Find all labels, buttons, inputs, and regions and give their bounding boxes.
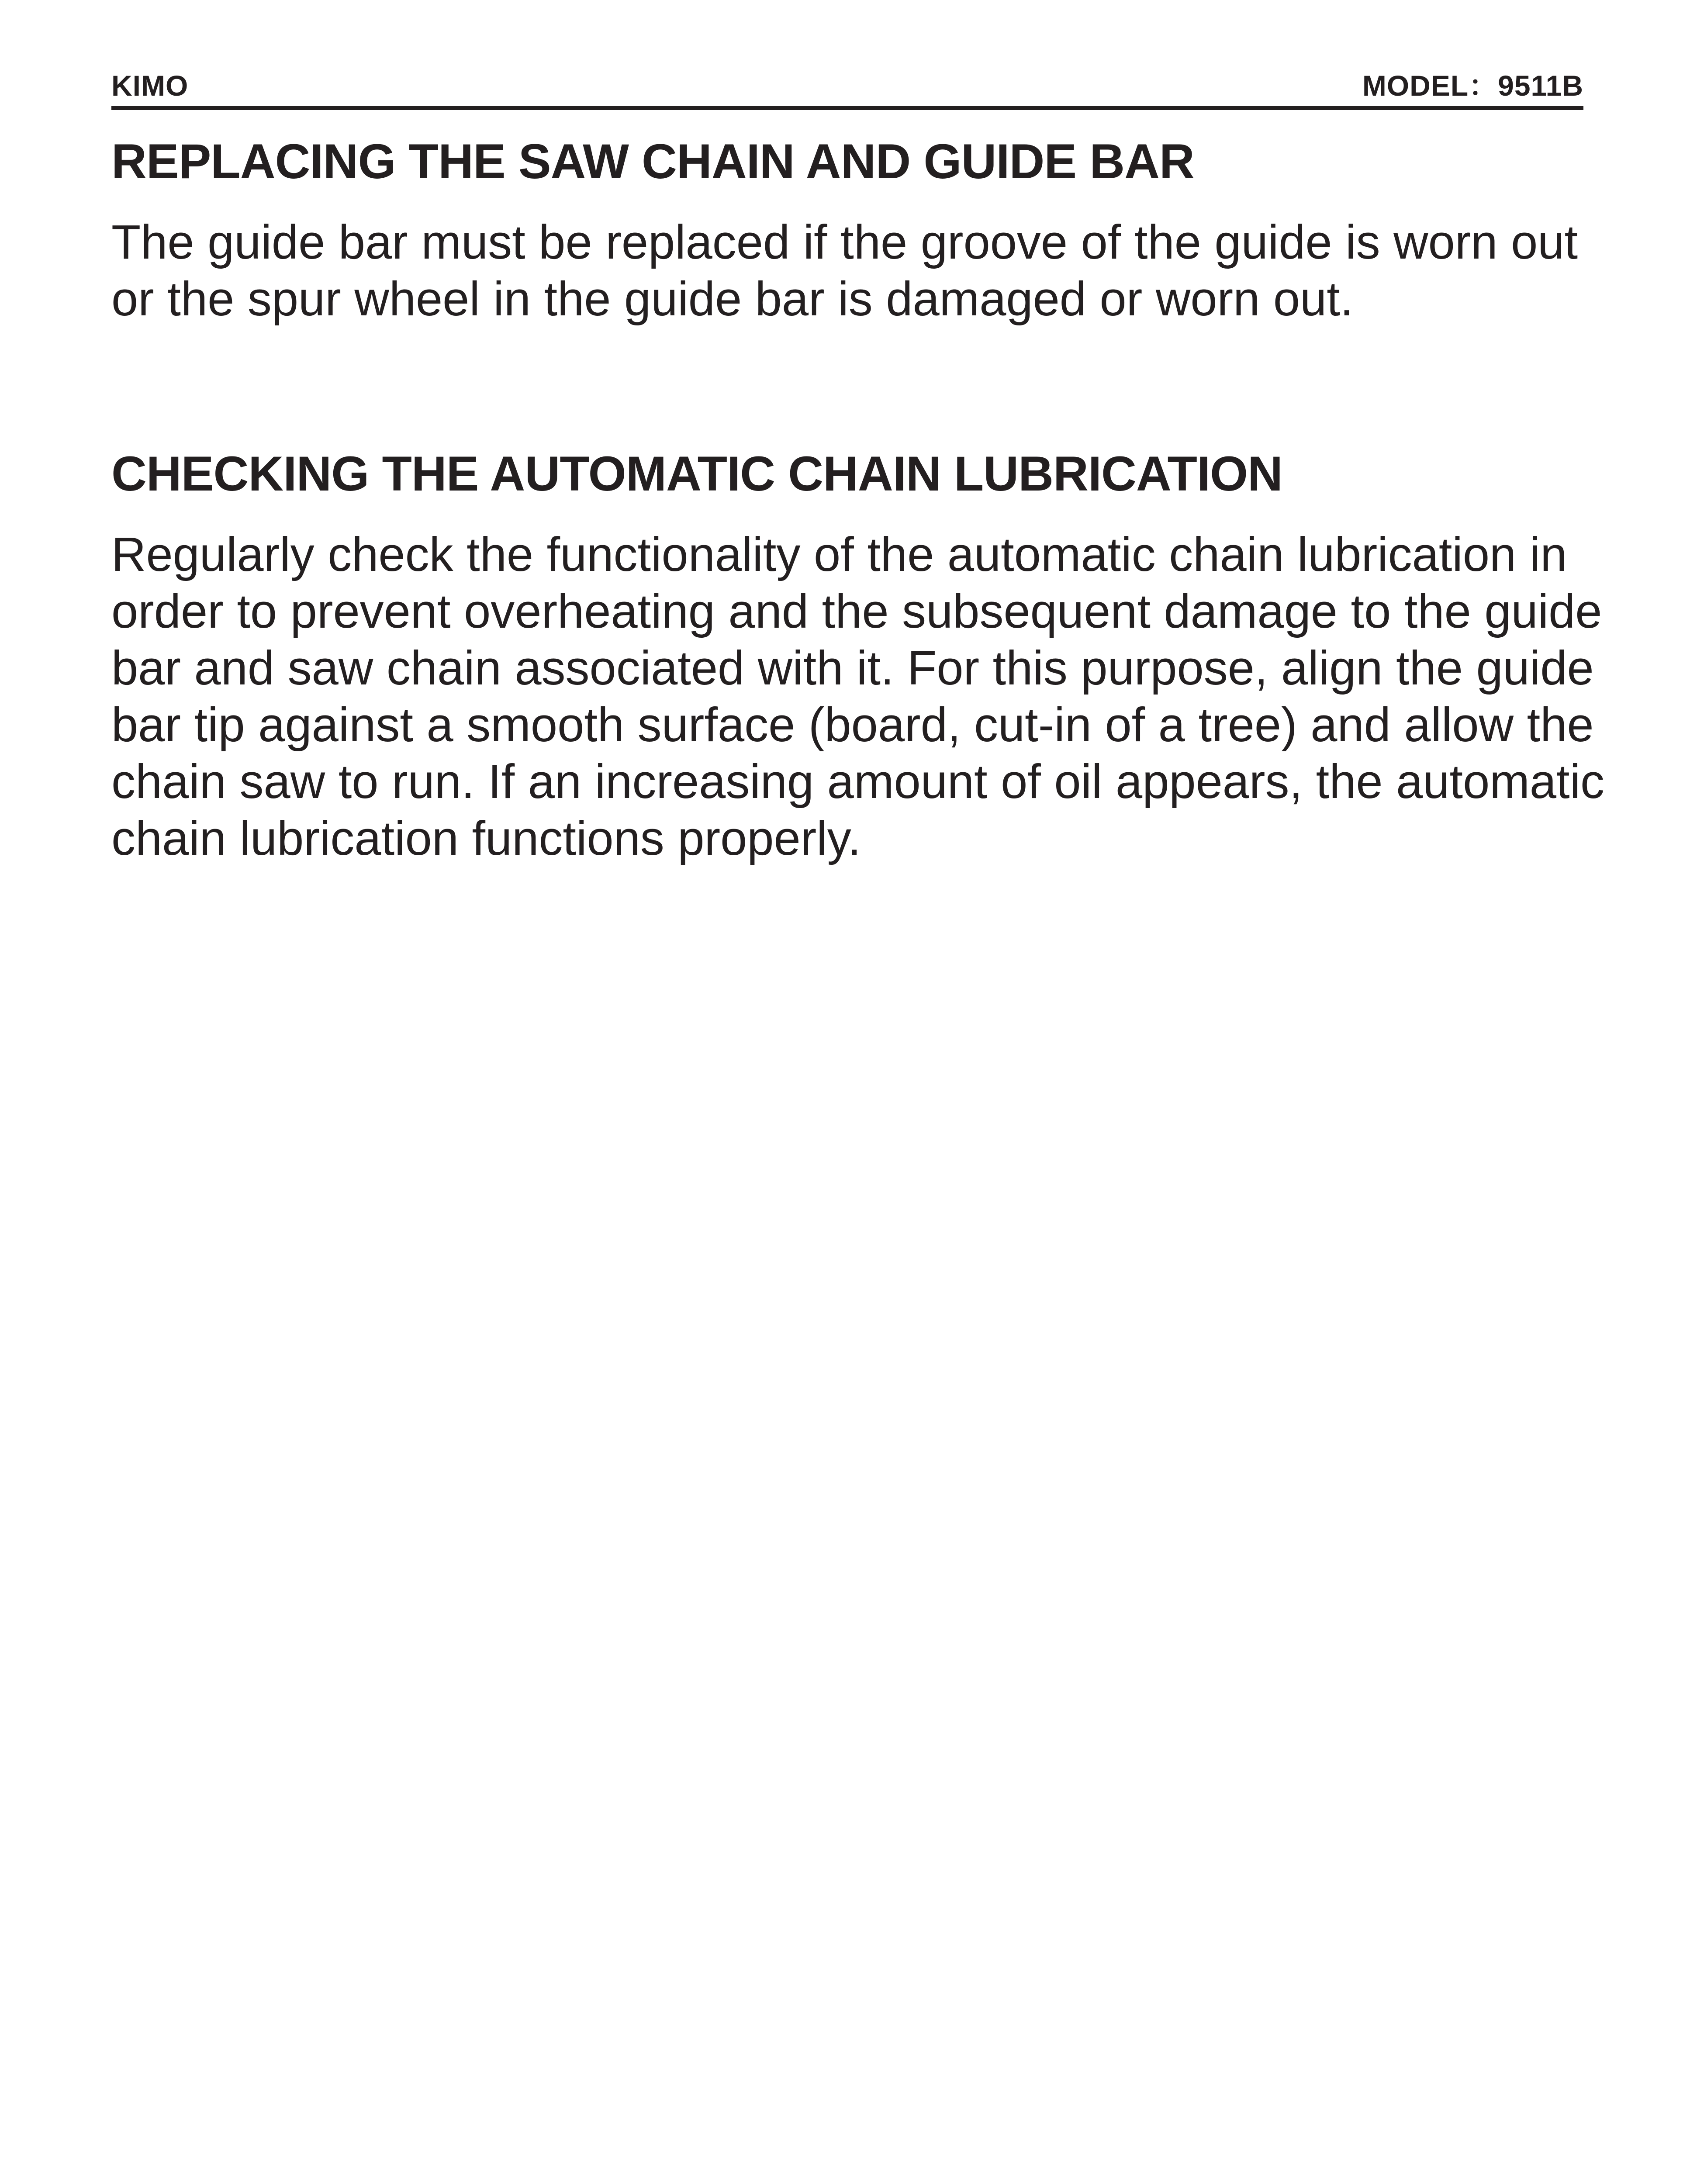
body-line: bar and saw chain associated with it. For this purpose, align the guide [111,641,1594,695]
section-body-chain-lubrication [111,526,1605,867]
body-line: Regularly check the functionality of the automatic chain lubrication in [111,528,1567,581]
body-line: or the spur wheel in the guide bar is damaged or worn out. [111,272,1354,326]
section-title-replacing-chain: REPLACING THE SAW CHAIN AND GUIDE BAR [111,134,1194,189]
brand-name: KIMO [111,69,189,102]
body-line: bar tip against a smooth surface (board, cut-in of a tree) and allow the [111,698,1594,752]
page-header [111,65,1583,110]
body-line: The guide bar must be replaced if the groove of the guide is worn out [111,215,1578,269]
section-title-chain-lubrication: CHECKING THE AUTOMATIC CHAIN LUBRICATION [111,446,1283,501]
body-line: chain saw to run. If an increasing amount of oil appears, the automatic [111,755,1605,809]
section-body-replacing-chain [111,214,1597,328]
body-line: order to prevent overheating and the subsequent damage to the guide [111,584,1602,638]
body-line: chain lubrication functions properly. [111,812,861,865]
model-number: MODEL：9511B [1362,69,1583,102]
